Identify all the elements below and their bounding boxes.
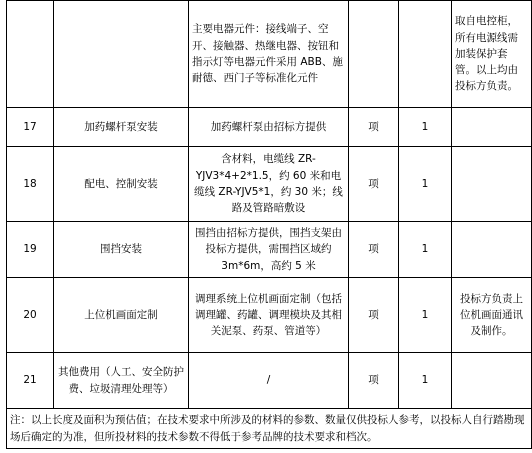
row-number: 19 xyxy=(7,222,54,278)
table-note: 注：以上长度及面积为预估值；在技术要求中所涉及的材料的参数、数量仅供投标人参考，以投标人自行踏勘现场后确定的为准，但所投材料的技术参数不得低于参考品牌的技术要求和档次。 xyxy=(7,409,532,449)
item-unit: 项 xyxy=(349,222,399,278)
item-remark xyxy=(452,222,532,278)
item-remark: 投标方负责上位机画面通讯及制作。 xyxy=(452,278,532,353)
item-remark xyxy=(452,353,532,409)
quotation-table xyxy=(6,0,532,449)
item-content: / xyxy=(189,353,349,409)
item-name: 围挡安装 xyxy=(54,222,189,278)
table-row xyxy=(7,222,532,278)
item-unit: 项 xyxy=(349,108,399,147)
item-quantity: 1 xyxy=(399,353,452,409)
item-remark xyxy=(452,147,532,222)
row-number: 18 xyxy=(7,147,54,222)
table-row xyxy=(7,353,532,409)
item-content: 含材料，电缆线 ZR-YJV3*4+2*1.5，约 60 米和电缆线 ZR-YJV5*1，约 30 米；线路及管路暗敷设 xyxy=(189,147,349,222)
item-unit xyxy=(349,1,399,108)
item-quantity: 1 xyxy=(399,147,452,222)
item-name: 加药螺杆泵安装 xyxy=(54,108,189,147)
row-number: 20 xyxy=(7,278,54,353)
table-row xyxy=(7,108,532,147)
item-remark xyxy=(452,108,532,147)
table-row xyxy=(7,147,532,222)
item-name: 上位机画面定制 xyxy=(54,278,189,353)
item-quantity: 1 xyxy=(399,108,452,147)
item-content: 主要电器元件：接线端子、空开、接触器、热继电器、按钮和指示灯等电器元件采用 ABB、施耐德、西门子等标准化元件 xyxy=(189,1,349,108)
item-quantity: 1 xyxy=(399,222,452,278)
note-row xyxy=(7,409,532,449)
row-number: 17 xyxy=(7,108,54,147)
item-remark: 取自电控柜，所有电源线需加装保护套管。以上均由投标方负责。 xyxy=(452,1,532,108)
item-name xyxy=(54,1,189,108)
table-row xyxy=(7,278,532,353)
item-content: 调理系统上位机画面定制（包括调理罐、药罐、调理模块及其相关泥泵、药泵、管道等） xyxy=(189,278,349,353)
row-number: 21 xyxy=(7,353,54,409)
table-row xyxy=(7,1,532,108)
item-unit: 项 xyxy=(349,278,399,353)
item-quantity: 1 xyxy=(399,278,452,353)
row-number xyxy=(7,1,54,108)
item-quantity xyxy=(399,1,452,108)
item-unit: 项 xyxy=(349,147,399,222)
item-name: 配电、控制安装 xyxy=(54,147,189,222)
item-name: 其他费用（人工、安全防护费、垃圾清理处理等） xyxy=(54,353,189,409)
item-content: 围挡由招标方提供，围挡支架由投标方提供，需围挡区域约 3m*6m，高约 5 米 xyxy=(189,222,349,278)
item-unit: 项 xyxy=(349,353,399,409)
item-content: 加药螺杆泵由招标方提供 xyxy=(189,108,349,147)
